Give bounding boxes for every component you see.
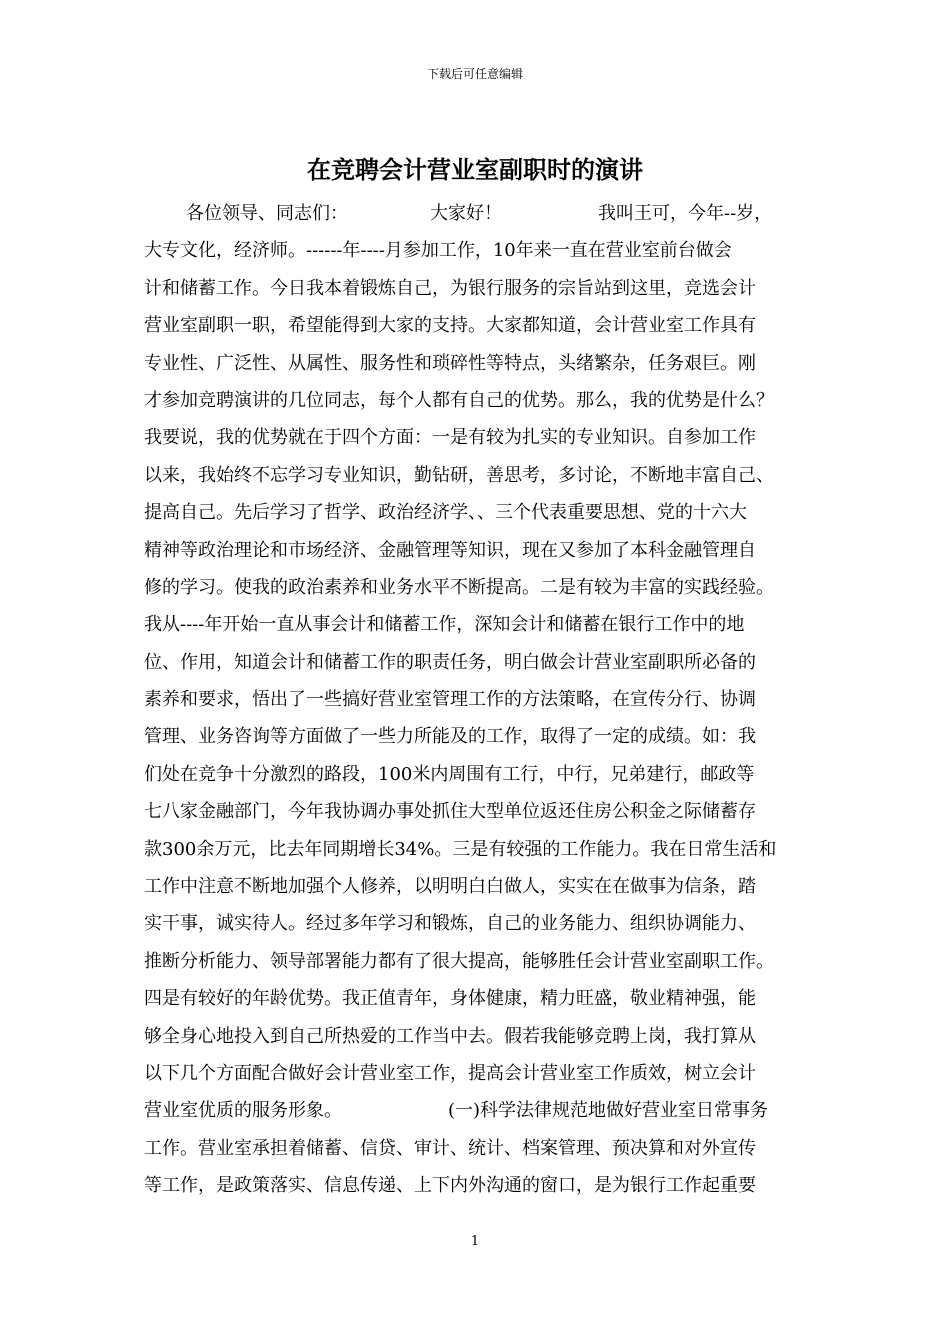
body-line: 七八家金融部门，今年我协调办事处抓住大型单位返还住房公积金之际储蓄存 [144, 801, 756, 823]
header-note: 下载后可任意编辑 [426, 67, 523, 81]
body-line: 大专文化，经济师。------年----月参加工作，10年来一直在营业室前台做会 [144, 240, 732, 262]
body-line: 工作。营业室承担着储蓄、信贷、审计、统计、档案管理、预决算和对外宣传 [144, 1137, 756, 1159]
body-line: 我要说，我的优势就在于四个方面：一是有较为扎实的专业知识。自参加工作 [144, 427, 756, 449]
page-number: 1 [470, 1234, 480, 1249]
body-line: 计和储蓄工作。今日我本着锻炼自己，为银行服务的宗旨站到这里，竞选会计 [144, 277, 756, 299]
body-line: 提高自己。先后学习了哲学、政治经济学、、三个代表重要思想、党的十六大 [144, 502, 747, 524]
body-line: 我从----年开始一直从事会计和储蓄工作，深知会计和储蓄在银行工作中的地 [144, 614, 745, 636]
body-line: 工作中注意不断地加强个人修养，以明明白白做人，实实在在做事为信条，踏 [144, 876, 756, 898]
body-line: 以来，我始终不忘学习专业知识，勤钻研，善思考，多讨论，不断地丰富自己、 [144, 464, 774, 486]
document-title: 在竞聘会计营业室副职时的演讲 [307, 155, 643, 184]
greeting-hello: 大家好！ [430, 203, 502, 224]
body-line: 位、作用，知道会计和储蓄工作的职责任务，明白做会计营业室副职所必备的 [144, 651, 756, 673]
body-line: 以下几个方面配合做好会计营业室工作，提高会计营业室工作质效，树立会计 [144, 1062, 756, 1084]
greeting-line [144, 195, 807, 232]
body-line: 等工作，是政策落实、信息传递、上下内外沟通的窗口，是为银行工作起重要 [144, 1175, 756, 1197]
body-line: 们处在竞争十分激烈的路段，100米内周围有工行，中行，兄弟建行，邮政等 [144, 763, 755, 785]
body-line: 素养和要求，悟出了一些搞好营业室管理工作的方法策略，在宣传分行、协调 [144, 689, 756, 711]
body-line: 款300余万元，比去年同期增长34%。三是有较强的工作能力。我在日常生活和 [144, 838, 777, 860]
section-heading-line [144, 1092, 807, 1129]
body-line: 专业性、广泛性、从属性、服务性和琐碎性等特点，头绪繁杂，任务艰巨。刚 [144, 352, 756, 374]
document-body [144, 195, 807, 1205]
body-line: 修的学习。使我的政治素养和业务水平不断提高。二是有较为丰富的实践经验。 [144, 576, 774, 598]
body-line: 管理、业务咨询等方面做了一些力所能及的工作，取得了一定的成绩。如：我 [144, 726, 756, 748]
body-line: 营业室副职一职，希望能得到大家的支持。大家都知道，会计营业室工作具有 [144, 315, 756, 337]
section-heading-1: (一)科学法律规范地做好营业室日常事务 [448, 1100, 769, 1122]
body-line: 够全身心地投入到自己所热爱的工作当中去。假若我能够竞聘上岗，我打算从 [144, 1025, 756, 1047]
body-line: 才参加竞聘演讲的几位同志，每个人都有自己的优势。那么，我的优势是什么？ [144, 389, 774, 411]
greeting-salutation: 各位领导、同志们： [186, 203, 348, 224]
body-line: 实干事，诚实待人。经过多年学习和锻炼，自己的业务能力、组织协调能力、 [144, 913, 756, 935]
body-line-segment: 营业室优质的服务形象。 [144, 1100, 342, 1122]
body-line: 推断分析能力、领导部署能力都有了很大提高，能够胜任会计营业室副职工作。 [144, 950, 774, 972]
body-line: 精神等政治理论和市场经济、金融管理等知识，现在又参加了本科金融管理自 [144, 539, 756, 561]
body-line: 四是有较好的年龄优势。我正值青年，身体健康，精力旺盛，敬业精神强，能 [144, 988, 756, 1010]
greeting-intro: 我叫王可，今年--岁， [598, 203, 773, 224]
